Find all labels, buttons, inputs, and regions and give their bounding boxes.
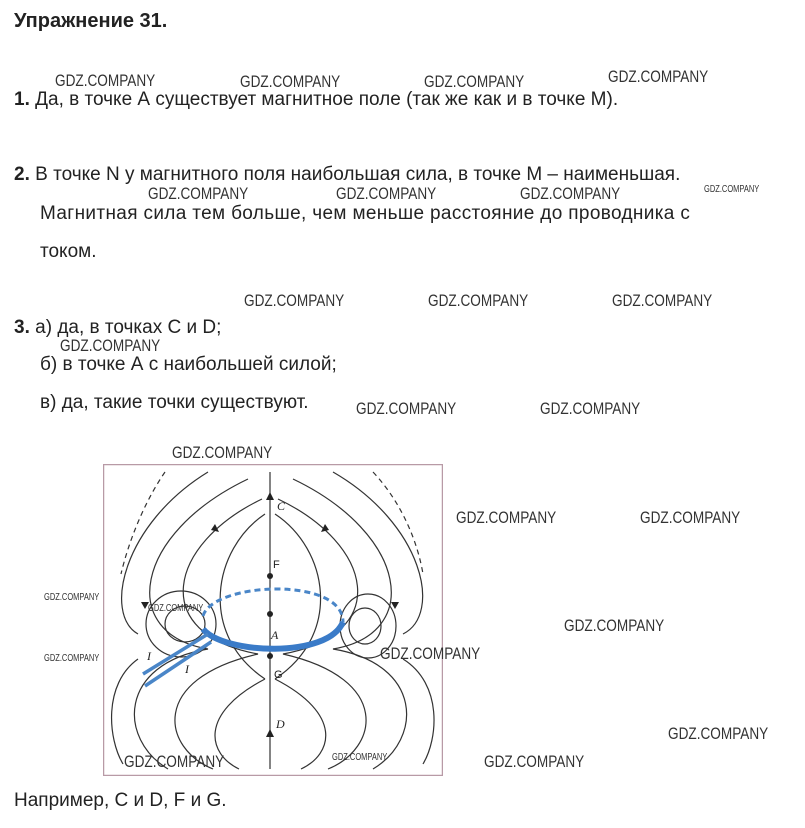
watermark: GDZ.COMPANY	[44, 592, 100, 603]
watermark: GDZ.COMPANY	[640, 508, 741, 527]
answer-2-line-3: током.	[40, 241, 97, 262]
answer-2	[14, 164, 680, 186]
magnetic-field-figure	[103, 464, 443, 776]
watermark: GDZ.COMPANY	[668, 724, 769, 743]
watermark: GDZ.COMPANY	[428, 291, 529, 310]
figure-frame	[104, 465, 443, 776]
watermark: GDZ.COMPANY	[244, 291, 345, 310]
label-current-1: I	[147, 649, 151, 663]
exercise-title: Упражнение 31.	[14, 10, 168, 32]
answer-2-line-2: Магнитная сила тем больше, чем меньше расстояние до проводника с	[40, 203, 691, 224]
answer-2-number: 2.	[14, 164, 30, 185]
answer-3-number: 3.	[14, 317, 30, 338]
answer-1-text: Да, в точке А существует магнитное поле (так же как и в точке М).	[35, 89, 619, 110]
watermark: GDZ.COMPANY	[336, 184, 437, 203]
watermark: GDZ.COMPANY	[332, 752, 388, 763]
watermark: GDZ.COMPANY	[124, 752, 225, 771]
watermark: GDZ.COMPANY	[704, 184, 760, 195]
watermark: GDZ.COMPANY	[456, 508, 557, 527]
answer-3-line-b: б) в точке А с наибольшей силой;	[40, 354, 337, 375]
watermark: GDZ.COMPANY	[240, 72, 341, 91]
example-caption: Например, С и D, F и G.	[14, 790, 227, 811]
answer-1	[14, 89, 618, 111]
watermark: GDZ.COMPANY	[564, 616, 665, 635]
watermark: GDZ.COMPANY	[608, 67, 709, 86]
watermark: GDZ.COMPANY	[60, 336, 161, 355]
answer-1-number: 1.	[14, 89, 30, 110]
point-G	[267, 653, 273, 659]
point-A-upper	[267, 611, 273, 617]
watermark: GDZ.COMPANY	[55, 71, 156, 90]
answer-2-line-1: В точке N у магнитного поля наибольшая сила, в точке М – наименьшая.	[35, 164, 681, 185]
watermark: GDZ.COMPANY	[148, 184, 249, 203]
label-F: F	[273, 559, 280, 571]
watermark: GDZ.COMPANY	[380, 644, 481, 663]
watermark: GDZ.COMPANY	[424, 72, 525, 91]
watermark: GDZ.COMPANY	[612, 291, 713, 310]
watermark: GDZ.COMPANY	[148, 603, 204, 614]
point-F	[267, 573, 273, 579]
answer-3-line-c: в) да, такие точки существуют.	[40, 392, 309, 413]
label-G: G	[274, 669, 283, 681]
watermark: GDZ.COMPANY	[484, 752, 585, 771]
label-D: D	[276, 717, 285, 731]
watermark: GDZ.COMPANY	[356, 399, 457, 418]
watermark: GDZ.COMPANY	[172, 443, 273, 462]
label-current-2: I	[185, 662, 189, 676]
watermark: GDZ.COMPANY	[540, 399, 641, 418]
watermark: GDZ.COMPANY	[520, 184, 621, 203]
label-A: A	[271, 628, 279, 642]
label-C: C	[277, 499, 286, 513]
answer-3-line-a: а) да, в точках С и D;	[35, 317, 222, 338]
watermark: GDZ.COMPANY	[44, 653, 100, 664]
